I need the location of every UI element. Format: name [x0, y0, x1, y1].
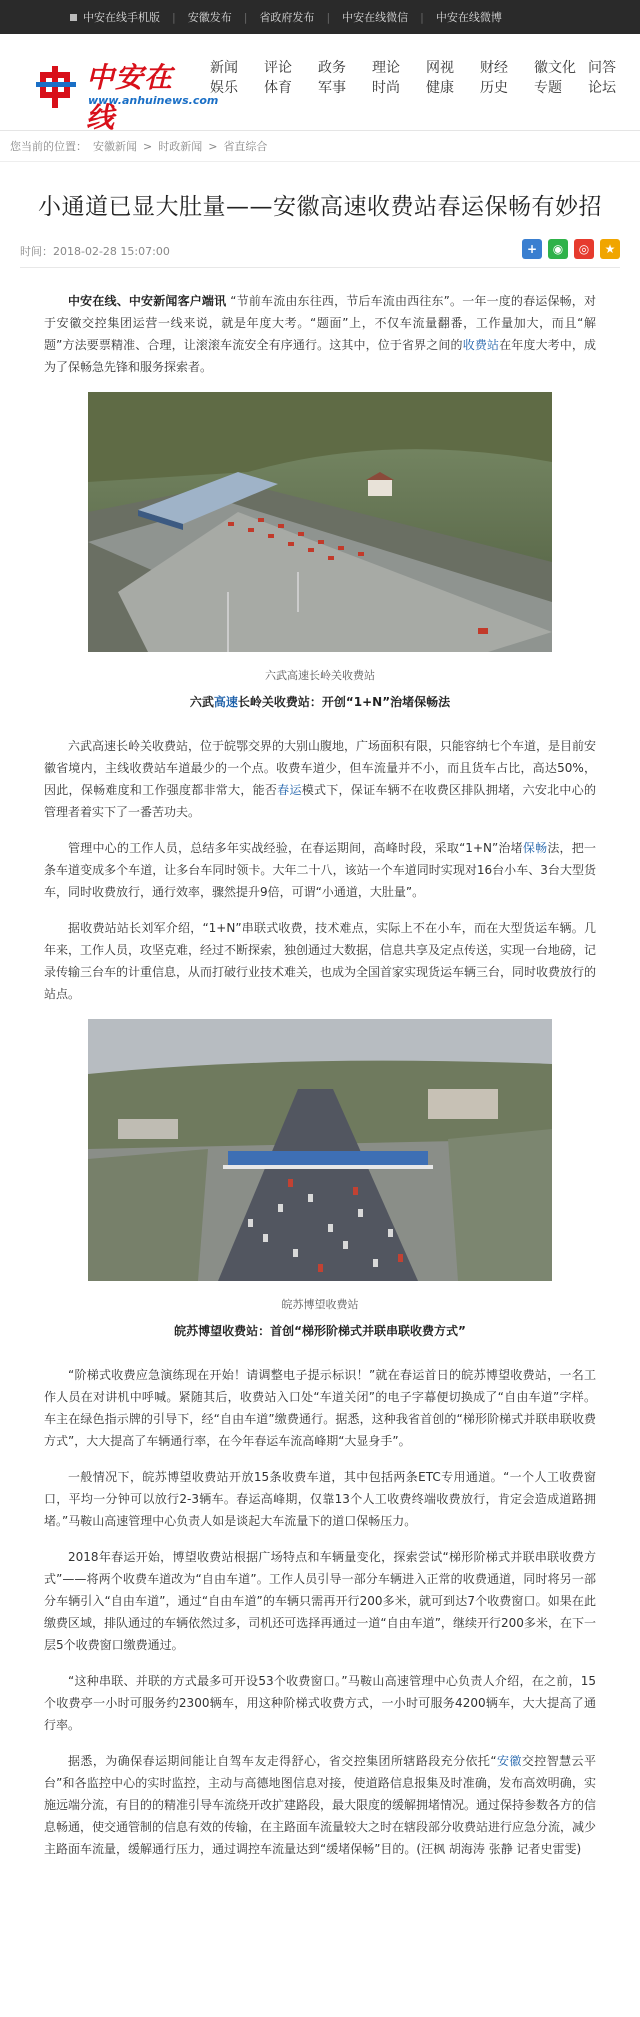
keyword-link[interactable]: 高速	[213, 695, 238, 709]
breadcrumb-item-provincial[interactable]: 省直综合	[223, 140, 268, 153]
article-body	[0, 290, 640, 1860]
square-icon	[70, 14, 77, 21]
photo-2-caption: 皖苏博望收费站	[281, 1298, 359, 1311]
logo-url: www.anhuinews.com	[88, 94, 219, 107]
photo-1-caption: 六武高速长岭关收费站	[265, 669, 375, 682]
nav-link[interactable]: 理论	[372, 60, 400, 76]
lead-paragraph: 中安在线、中安新闻客户端讯 “节前车流由东往西，节后车流由西往东”。一年一度的春运保畅，对于安徽交控集团运营一线来说，就是年度大考。“题面”上，不仅车流量翻番，工作量加大，而且“解题”方法要票精准、合理，让滚滚车流安全有序通行。这其中，位于省界之间的收费站在年度大考中，成为了保畅急先锋和服务探索者。	[44, 294, 596, 374]
nav-link[interactable]: 专题	[534, 80, 562, 96]
nav-link[interactable]: 徽文化	[534, 60, 576, 76]
article-meta	[20, 239, 620, 268]
nav-column	[588, 58, 640, 98]
nav-column	[318, 58, 372, 98]
topbar-link-gov-release[interactable]: 省政府发布	[259, 11, 315, 24]
nav-link[interactable]: 军事	[318, 80, 346, 96]
main-nav	[210, 58, 640, 98]
keyword-link[interactable]: 保畅	[522, 841, 548, 855]
nav-link[interactable]: 历史	[480, 80, 508, 96]
paragraph: “阶梯式收费应急演练现在开始！请调整电子提示标识！”就在春运首日的皖苏博望收费站，一名工作人员在对讲机中呼喊。紧随其后，收费站入口处“车道关闭”的电子字幕便切换成了“自由车道”字样。车主在绿色指示牌的引导下，经“自由车道”缴费通行。据悉，这种我省首创的“梯形阶梯式并联串联收费方式”，大大提高了车辆通行率，在今年春运车流高峰期“大显身手”。	[44, 1368, 596, 1448]
nav-column	[264, 58, 318, 98]
topbar-link-mobile[interactable]: 中安在线手机版	[70, 9, 160, 25]
paragraph: 管理中心的工作人员，总结多年实战经验，在春运期间，高峰时段，采取“1+N”治堵保畅法，把一条车道变成多个车道，让多台车同时领卡。大年二十八，该站一个车道同时实现对16台小车、3台大型货车，同时收费放行，通行效率，骤然提升9倍，可谓“小通道，大肚量”。	[44, 841, 596, 899]
paragraph: 据收费站站长刘军介绍，“1+N”串联式收费，技术难点，实际上不在小车，而在大型货运车辆。几年来，工作人员，攻坚克难，经过不断探索，独创通过大数据，信息共享及定点传送，实现一台地磅，记录传输三台车的计重信息，从而打破行业技术难关，也成为全国首家实现货运车辆三台，同时收费放行的站点。	[44, 921, 597, 1001]
breadcrumb-item-anhui-news[interactable]: 安徽新闻	[93, 140, 137, 153]
nav-link[interactable]: 新闻	[210, 60, 238, 76]
nav-column	[534, 58, 588, 98]
topbar-link-anhui-release[interactable]: 安徽发布	[187, 11, 232, 24]
top-bar: 中安在线手机版 | 安徽发布 | 省政府发布 | 中安在线微信 | 中安在线微博	[0, 0, 640, 34]
nav-link[interactable]: 论坛	[588, 80, 616, 96]
keyword-link[interactable]: 安徽	[496, 1754, 522, 1768]
keyword-link[interactable]: 收费站	[462, 338, 500, 352]
star-icon[interactable]: ★	[600, 239, 620, 259]
weibo-icon[interactable]: ◎	[574, 239, 594, 259]
photo-2	[88, 1019, 552, 1314]
nav-column	[210, 58, 264, 98]
topbar-link-weibo[interactable]: 中安在线微博	[435, 11, 502, 24]
nav-link[interactable]: 体育	[264, 80, 292, 96]
toll-plaza-photo	[88, 1019, 552, 1281]
nav-link[interactable]: 政务	[318, 60, 346, 76]
keyword-link[interactable]: 春运	[277, 783, 302, 797]
nav-link[interactable]: 财经	[480, 60, 508, 76]
plus-icon[interactable]: +	[522, 239, 542, 259]
breadcrumb: 您当前的位置： 安徽新闻 > 时政新闻 > 省直综合	[0, 131, 640, 162]
logo-mark-icon	[36, 64, 82, 110]
breadcrumb-label: 您当前的位置：	[10, 140, 87, 153]
share-bar	[516, 239, 620, 259]
wechat-icon[interactable]: ◉	[548, 239, 568, 259]
nav-column	[372, 58, 426, 98]
nav-column	[480, 58, 534, 98]
nav-link[interactable]: 网视	[426, 60, 454, 76]
nav-link[interactable]: 问答	[588, 60, 616, 76]
toll-station-aerial-photo	[88, 392, 552, 652]
paragraph: 据悉，为确保春运期间能让自驾车友走得舒心，省交控集团所辖路段充分依托“安徽交控智慧云平台”和各监控中心的实时监控，主动与高德地图信息对接，使道路信息报集及时准确，发布高效明确，实施远端分流，有目的的精准引导车流绕开改扩建路段，最大限度的缓解拥堵情况。通过保持参数各方的信息畅通，使交通管制的信息有效的传输，在主路面车流量较大之时在辖段部分收费站进行应急分流，减少主路面车流量，缓解通行压力，通过调控车流量达到“缓堵保畅”目的。(汪枫 胡海涛 张静 记者史雷雯)	[44, 1754, 597, 1856]
nav-column	[426, 58, 480, 98]
paragraph: 一般情况下，皖苏博望收费站开放15条收费车道，其中包括两条ETC专用通道。“一个人工收费窗口，平均一分钟可以放行2-3辆车。春运高峰期，仅靠13个人工收费终端收费放行，肯定会造成道路拥堵。”马鞍山高速管理中心负责人如是谈起大车流量下的道口保畅压力。	[44, 1470, 596, 1528]
nav-link[interactable]: 健康	[426, 80, 454, 96]
breadcrumb-item-politics[interactable]: 时政新闻	[158, 140, 203, 153]
article-title: 小通道已显大肚量——安徽高速收费站春运保畅有妙招	[38, 194, 602, 220]
paragraph: “这种串联、并联的方式最多可开设53个收费窗口。”马鞍山高速管理中心负责人介绍，在之前，15个收费亭一小时可服务约2300辆车，用这种阶梯式收费方式，一小时可服务4200辆车，大大提高了通行率。	[44, 1674, 596, 1732]
logo-name: 中安在线	[86, 61, 174, 134]
nav-link[interactable]: 娱乐	[210, 80, 238, 96]
photo-1	[88, 392, 552, 685]
publish-time: 时间：2018-02-28 15:07:00	[20, 245, 170, 258]
nav-link[interactable]: 评论	[264, 60, 292, 76]
paragraph: 六武高速长岭关收费站，位于皖鄂交界的大别山腹地，广场面积有限，只能容纳七个车道，是目前安徽省境内，主线收费站车道最少的一个点。收费车道少，但车流量并不小，而且货车占比，高达50%，因此，保畅难度和工作强度都非常大，能否春运模式下，保证车辆不在收费区排队拥堵，六安北中心的管理者着实下了一番苦功夫。	[44, 739, 597, 819]
site-logo[interactable]	[36, 54, 219, 134]
topbar-link-wechat[interactable]: 中安在线微信	[342, 11, 409, 24]
section-heading-2: 皖苏博望收费站：首创“梯形阶梯式并联串联收费方式”	[174, 1324, 466, 1338]
nav-link[interactable]: 时尚	[372, 80, 400, 96]
section-heading-1: 六武高速长岭关收费站：开创“1+N”治堵保畅法	[189, 695, 451, 709]
site-header	[0, 34, 640, 134]
paragraph: 2018年春运开始，博望收费站根据广场特点和车辆量变化，探索尝试“梯形阶梯式并联串联收费方式”——将两个收费车道改为“自由车道”。工作人员引导一部分车辆进入正常的收费通道，同时将另一部分车辆引入“自由车道”，通过“自由车道”的车辆只需再开行200多米，就可到达7个收费窗口。如果在此缴费区域，排队通过的车辆依然过多，司机还可选择再通过一道“自由车道”，继续开行200多米，在下一层5个收费窗口缴费通过。	[44, 1550, 596, 1652]
